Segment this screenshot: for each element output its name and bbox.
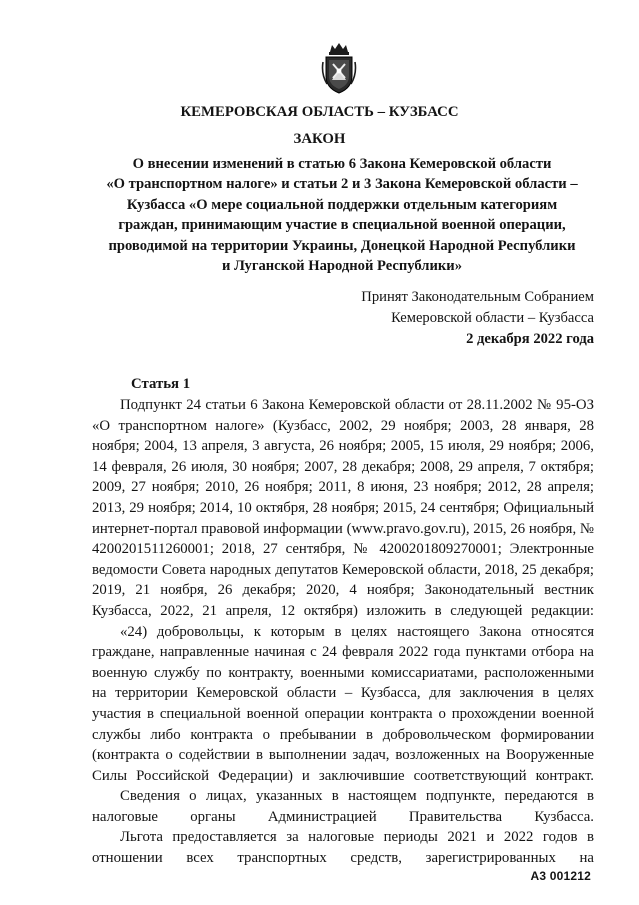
law-title-line: О внесении изменений в статью 6 Закона Кемеровской области bbox=[132, 156, 552, 172]
adoption-block bbox=[361, 287, 594, 350]
article-paragraph: Подпункт 24 статьи 6 Закона Кемеровской области от 28.11.2002 № 95-ОЗ «О транспортном налоге» (Кузбасс, 2002, 29 ноября; 2003, 28 января, 28 ноября; 2004, 13 апреля, 3 августа, 26 ноября; 2005, 15 июля, 29 ноября; 2006, 14 февраля, 26 июля, 30 ноября; 2007, 28 декабря; 2008, 29 апреля, 7 октября; 2009, 27 ноября; 2010, 26 ноября; 2011, 8 июня, 23 ноября; 2012, 28 апреля; 2013, 29 ноября; 2014, 10 октября, 28 ноября; 2015, 24 сентября; Официальный интернет-портал правовой информации (www.pravo.gov.ru), 2015, 26 ноября, № 4200201511260001; 2018, 27 сентября, № 4200201809270001; Электронные ведомости Совета народных депутатов Кемеровской области, 2018, 25 декабря; 2019, 21 ноября, 26 декабря; 2020, 4 ноября; Законодательный вестник Кузбасса, 2022, 21 апреля, 12 октября) изложить в следующей редакции: bbox=[92, 397, 594, 619]
adoption-line: Принят Законодательным Собранием bbox=[361, 289, 594, 305]
region-heading: КЕМЕРОВСКАЯ ОБЛАСТЬ – КУЗБАСС bbox=[180, 104, 459, 120]
law-title-line: и Луганской Народной Республики» bbox=[221, 258, 463, 275]
article-paragraph: Сведения о лицах, указанных в настоящем подпункте, передаются в налоговые органы Администрацией Правительства Кузбасса. bbox=[92, 788, 594, 825]
law-title bbox=[92, 154, 592, 276]
law-title-line: проводимой на территории Украины, Донецкой Народной Республики bbox=[108, 237, 576, 254]
law-title-line: «О транспортном налоге» и статьи 2 и 3 Закона Кемеровской области – bbox=[106, 176, 578, 193]
document-type-heading: ЗАКОН bbox=[293, 131, 346, 147]
article-paragraph: Льгота предоставляется за налоговые периоды 2021 и 2022 годов в отношении всех транспортных средств, зарегистрированных на bbox=[92, 829, 594, 867]
law-title-line: Кузбасса «О мере социальной поддержки отдельным категориям bbox=[126, 196, 558, 213]
article-heading: Статья 1 bbox=[131, 376, 191, 392]
article-paragraph: «24) добровольцы, к которым в целях настоящего Закона относятся граждане, направленные начиная с 24 февраля 2022 года пунктами отбора на военную службу по контракту, военными комиссариатами, расположенными на территории Кемеровской области – Кузбасса, для заключения в целях участия в специальной военной операции контракта о прохождении военной службы либо контракта о пребывании в добровольческом формировании (контракта о содействии в выполнении задач, возложенных на Вооруженные Силы Российской Федерации) и заключившие соответствующий контракт. bbox=[92, 623, 594, 784]
adoption-date: 2 декабря 2022 года bbox=[466, 331, 594, 347]
coat-of-arms-icon bbox=[321, 40, 357, 96]
law-title-line: граждан, принимающим участие в специальной военной операции, bbox=[118, 217, 566, 234]
article-body bbox=[92, 395, 594, 869]
form-serial-number: А3 001212 bbox=[530, 869, 591, 883]
adoption-line: Кемеровской области – Кузбасса bbox=[391, 310, 594, 326]
